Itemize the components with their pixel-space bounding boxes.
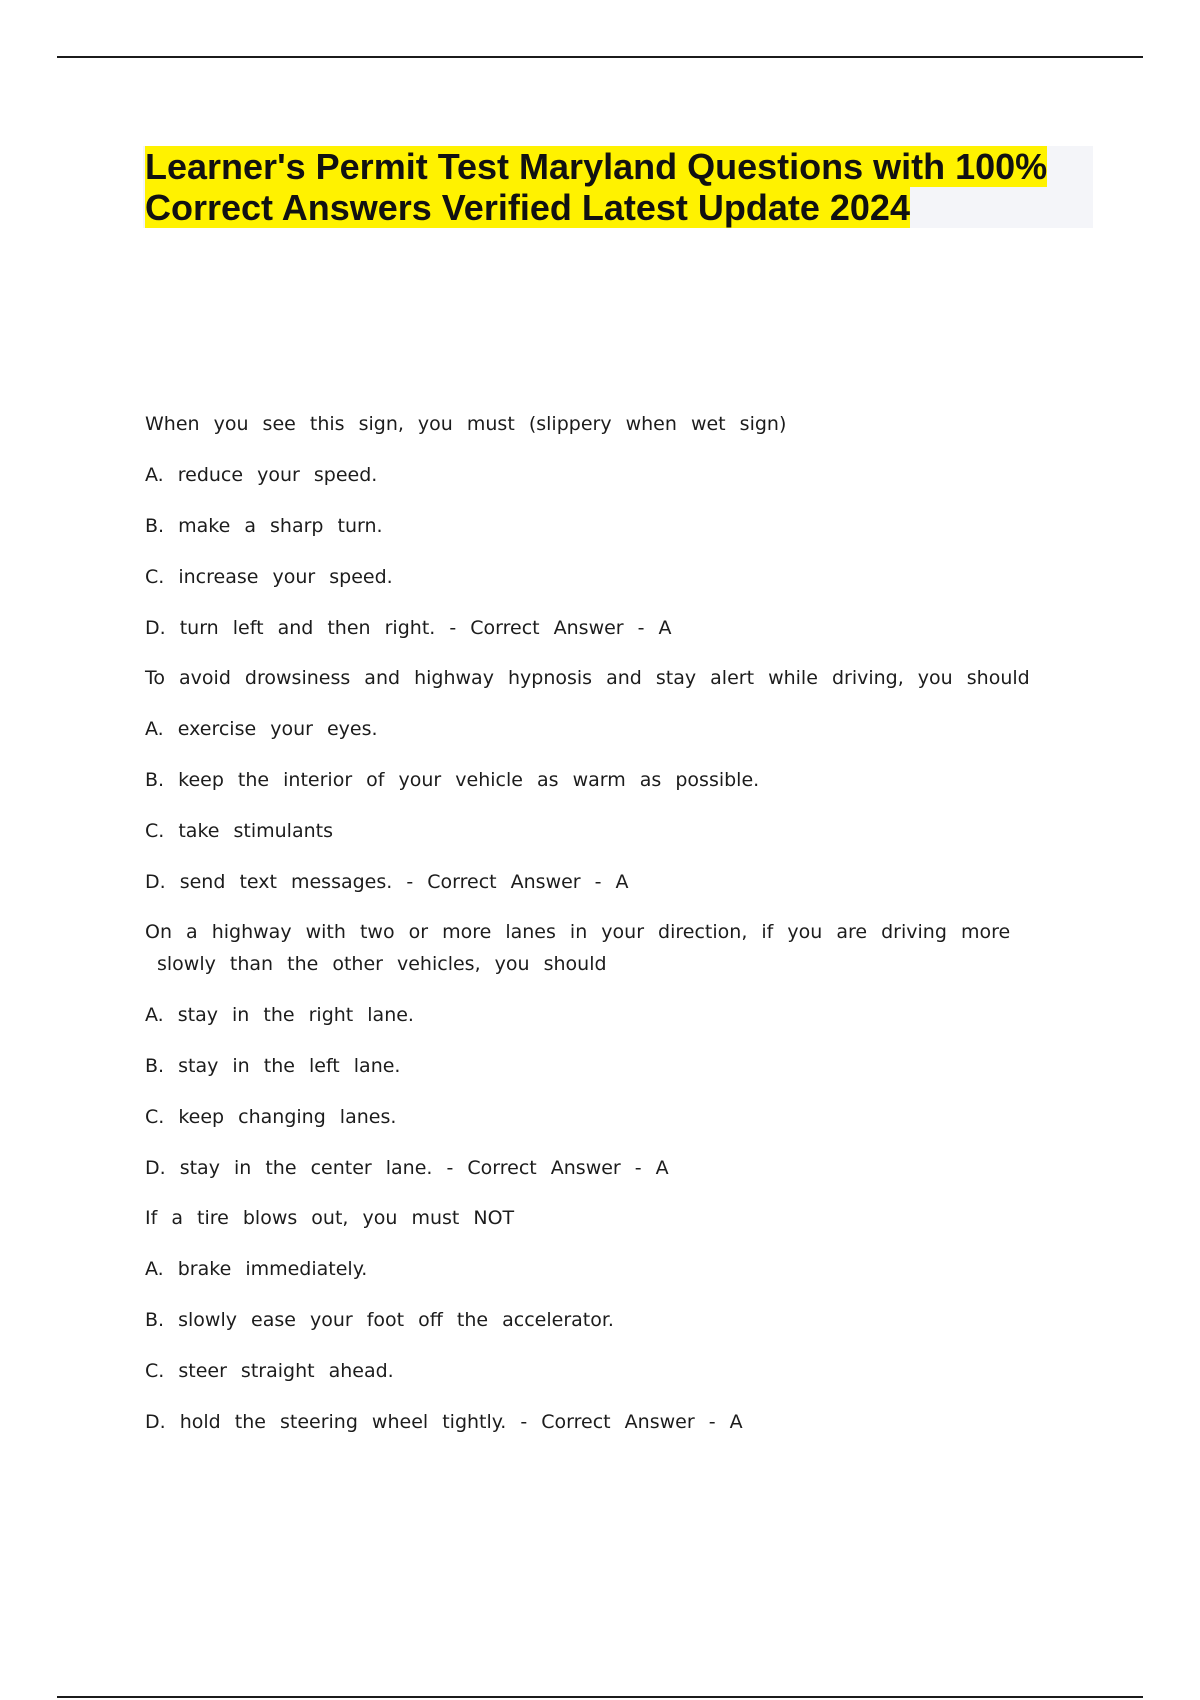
option-b: B. slowly ease your foot off the accelerator. xyxy=(145,1309,614,1331)
question-stem: When you see this sign, you must (slippery when wet sign) xyxy=(145,413,787,435)
option-a: A. brake immediately. xyxy=(145,1258,368,1280)
question-stem: On a highway with two or more lanes in your direction, if you are driving more slowly than the other vehicles, you should xyxy=(145,921,1011,975)
option-c: C. increase your speed. xyxy=(145,566,393,588)
question-stem: To avoid drowsiness and highway hypnosis and stay alert while driving, you should xyxy=(145,667,1030,689)
document-title xyxy=(145,146,1085,228)
question-1 xyxy=(145,408,1075,644)
question-3 xyxy=(145,916,1075,1184)
question-2 xyxy=(145,662,1075,898)
option-b: B. keep the interior of your vehicle as warm as possible. xyxy=(145,769,760,791)
option-a: A. stay in the right lane. xyxy=(145,1004,414,1026)
top-rule xyxy=(57,56,1143,58)
title-highlight: Learner's Permit Test Maryland Questions with 100% Correct Answers Verified Latest Update 2024 xyxy=(145,146,1048,228)
question-4 xyxy=(145,1202,1075,1438)
question-stem: If a tire blows out, you must NOT xyxy=(145,1207,515,1229)
option-c: C. take stimulants xyxy=(145,820,333,842)
option-d-with-answer: D. send text messages. - Correct Answer - A xyxy=(145,871,629,893)
option-c: C. keep changing lanes. xyxy=(145,1106,397,1128)
option-c: C. steer straight ahead. xyxy=(145,1360,394,1382)
option-a: A. reduce your speed. xyxy=(145,464,378,486)
question-list xyxy=(145,408,1075,1456)
option-a: A. exercise your eyes. xyxy=(145,718,378,740)
option-d-with-answer: D. stay in the center lane. - Correct Answer - A xyxy=(145,1157,669,1179)
option-b: B. make a sharp turn. xyxy=(145,515,383,537)
option-d-with-answer: D. turn left and then right. - Correct Answer - A xyxy=(145,617,672,639)
option-b: B. stay in the left lane. xyxy=(145,1055,401,1077)
bottom-rule xyxy=(57,1696,1143,1698)
option-d-with-answer: D. hold the steering wheel tightly. - Correct Answer - A xyxy=(145,1411,743,1433)
